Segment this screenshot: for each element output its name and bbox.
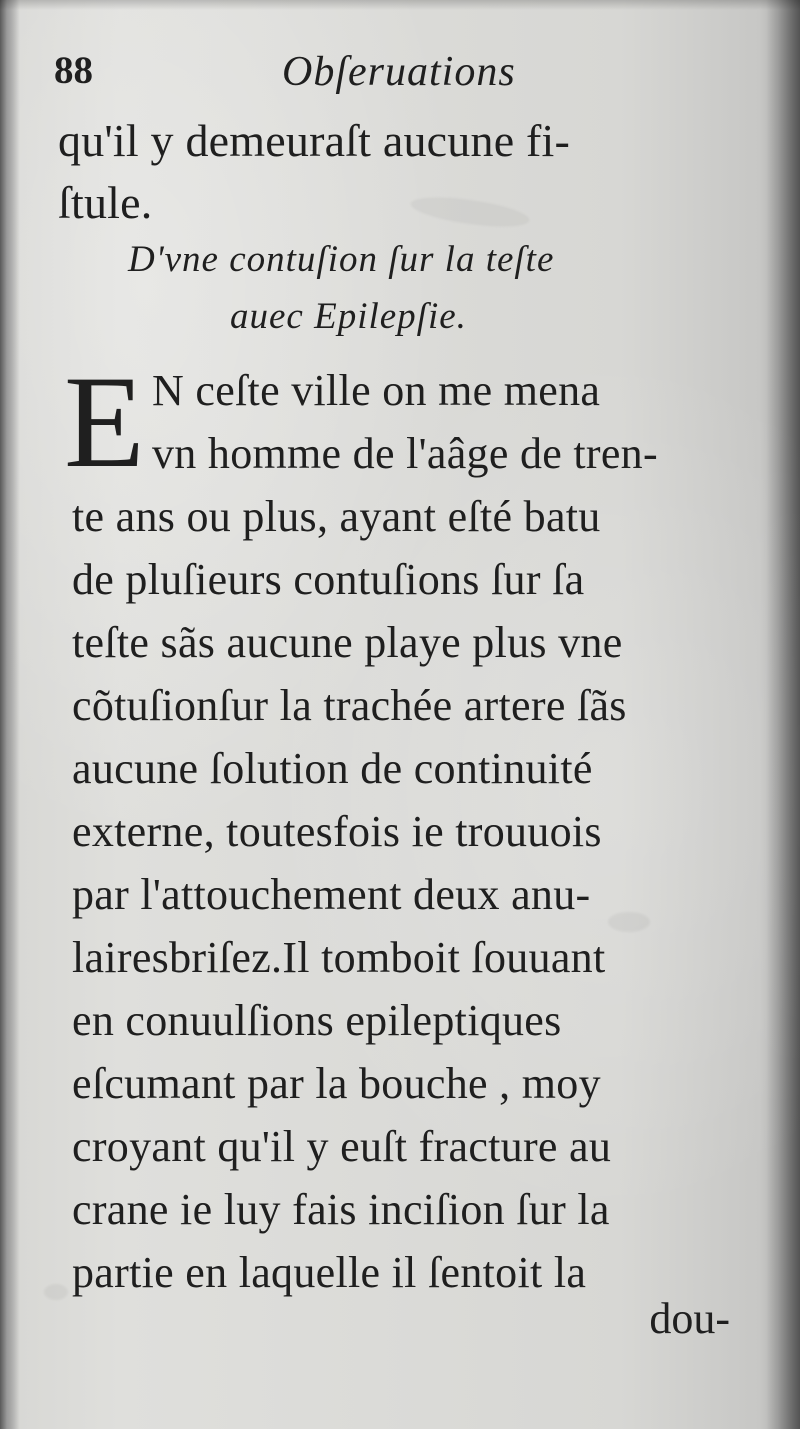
- page-edge-shadow: [766, 0, 800, 1429]
- body-line: te ans ou plus, ayant eſté batu: [72, 492, 601, 541]
- body-line: lairesbriſez.Il tomboit ſouuant: [72, 933, 606, 982]
- body-line: aucune ſolution de continuité: [72, 744, 593, 793]
- page-gutter-shadow: [0, 0, 20, 1429]
- continuation-line: qu'il y demeuraſt aucune fi-: [58, 115, 571, 166]
- continuation-line: ſtule.: [58, 177, 153, 228]
- section-heading-line: D'vne contuſion ſur la teſte: [128, 239, 555, 280]
- catchword: dou-: [649, 1294, 730, 1343]
- paper-stain: [409, 192, 531, 232]
- paper-stain: [44, 1284, 68, 1300]
- body-line: crane ie luy fais inciſion ſur la: [72, 1185, 610, 1234]
- paper-stain: [608, 912, 650, 932]
- body-line: N ceſte ville on me mena: [152, 366, 601, 415]
- section-heading-line: auec Epilepſie.: [230, 296, 467, 337]
- body-line: vn homme de l'aâge de tren-: [152, 429, 658, 478]
- body-line: croyant qu'il y euſt fracture au: [72, 1122, 612, 1171]
- body-line: externe, toutesfois ie trouuois: [72, 807, 602, 856]
- body-line: cõtuſionſur la trachée artere ſãs: [72, 681, 627, 730]
- running-head: Obſeruations: [282, 49, 516, 95]
- drop-cap: E: [64, 348, 145, 495]
- page-header: [54, 51, 744, 99]
- body-line: eſcumant par la bouche , moy: [72, 1059, 601, 1108]
- body-line: teſte sãs aucune playe plus vne: [72, 618, 623, 667]
- body-line: partie en laquelle il ſentoit la: [72, 1248, 587, 1297]
- body-line: en conuulſions epileptiques: [72, 996, 562, 1045]
- body-line: de pluſieurs contuſions ſur ſa: [72, 555, 585, 604]
- page-top-shadow: [0, 0, 800, 10]
- body-line: par l'attouchement deux anu-: [72, 870, 591, 919]
- page-number: 88: [54, 49, 93, 92]
